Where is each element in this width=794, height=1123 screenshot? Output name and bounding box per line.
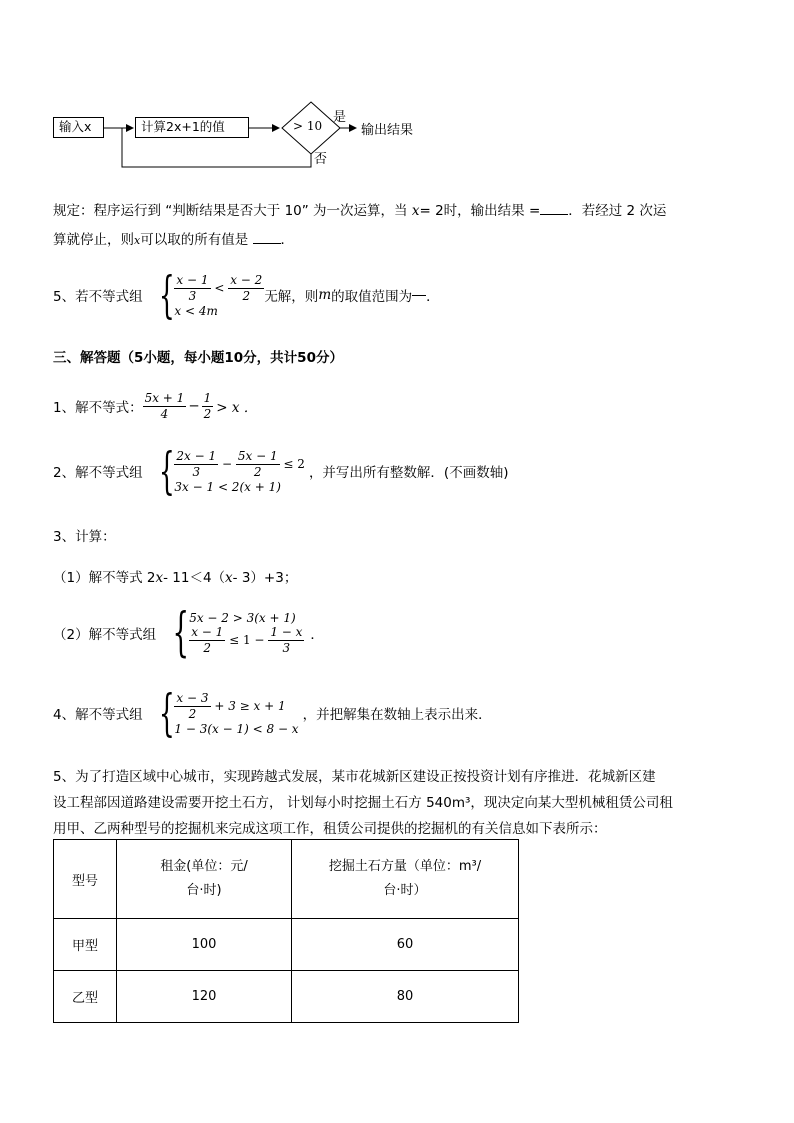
table-row — [54, 919, 519, 971]
q4-text-a: 规定：程序运行到 “判断结果是否大于 10” 为一次运算，当 — [53, 203, 408, 219]
p2-row2: 3x − 1 < 2(x + 1) — [174, 479, 281, 494]
table-cell: 乙型 — [54, 971, 117, 1023]
q4-eq: = 2时，输出结果 = — [419, 203, 541, 219]
q5-system — [174, 273, 264, 318]
p3-sub1-e: - 3）+3； — [232, 570, 298, 586]
table-header-cell: 型号 — [54, 840, 117, 919]
q4-end: ． — [280, 232, 295, 248]
p2-minus: − — [221, 456, 233, 471]
p5-line3: 用甲、乙两种型号的挖掘机来完成这项工作，租赁公司提供的挖掘机的有关信息如下表所示： — [53, 821, 607, 837]
q5-tail-a: 无解，则 — [264, 289, 319, 305]
q5-var-m: m — [318, 287, 332, 303]
table-header-cell: 挖掘土石方量（单位：m³/ 台·时） — [292, 840, 519, 919]
p1-frac-1: $\frac{5x + 1}{4}$ — [144, 390, 185, 421]
table-cell: 120 — [117, 971, 292, 1023]
p2-tail: ，并写出所有整数解．(不画数轴) — [308, 465, 509, 481]
input-label: 输入x — [59, 119, 92, 134]
table-cell: 60 — [292, 919, 519, 971]
q4-var-x-2: x — [134, 234, 141, 247]
q5-lt: < — [214, 280, 225, 295]
table-header-row — [54, 840, 519, 919]
p4-brace: { — [158, 684, 175, 742]
q5-blank[interactable] — [412, 295, 426, 296]
table-cell: 甲型 — [54, 919, 117, 971]
table-cell: 80 — [292, 971, 519, 1023]
p4-system — [174, 691, 298, 736]
p4-label: 4、解不等式组 — [53, 707, 143, 723]
p3-sub1-x2: x — [225, 570, 233, 586]
flowchart-connectors — [0, 0, 794, 180]
p1-label: 1、解不等式： — [53, 400, 143, 416]
q4-blank-1[interactable] — [540, 214, 568, 215]
p3-system — [189, 611, 304, 656]
p3-sub1-x: x — [155, 570, 164, 586]
table-cell: 100 — [117, 919, 292, 971]
q4-text-c: 算就停止，则 — [53, 232, 134, 248]
output-label: 输出结果 — [361, 123, 414, 138]
q4-var-x: x — [411, 203, 420, 219]
compute-label: 计算2x+1的值 — [141, 119, 225, 134]
p4-row2: 1 − 3(x − 1) < 8 − x — [174, 721, 299, 736]
q5-frac-1: $\frac{x - 1}{3}$ — [176, 272, 209, 303]
p2-le: ≤ 2 — [283, 456, 305, 471]
p2-label: 2、解不等式组 — [53, 465, 143, 481]
q4-line2 — [53, 228, 294, 248]
p1 — [53, 386, 257, 426]
p3-frac-1: $\frac{x - 1}{2}$ — [191, 624, 224, 655]
p2-brace: { — [158, 442, 175, 500]
p3-brace: { — [172, 603, 190, 663]
p5-text — [53, 764, 673, 842]
compute-box — [135, 117, 249, 138]
no-label: 否 — [314, 152, 328, 167]
p2 — [53, 442, 508, 500]
p3-label: 3、计算： — [53, 529, 116, 545]
p1-minus: − — [188, 398, 200, 414]
p2-frac-1: $\frac{2x - 1}{3}$ — [176, 448, 217, 479]
table-header-cell: 租金(单位：元/ 台·时) — [117, 840, 292, 919]
q5-row2: x < 4m — [174, 303, 218, 318]
condition-label: > 10 — [293, 119, 323, 133]
p3-sub1-c: - 11＜4（ — [163, 570, 226, 586]
q5-tail-b: 的取值范围为 — [331, 289, 413, 305]
q5-frac-2: $\frac{x - 2}{2}$ — [230, 272, 263, 303]
p4-tail: ，并把解集在数轴上表示出来． — [302, 707, 492, 723]
p3-sub2 — [53, 603, 324, 663]
yes-label: 是 — [333, 110, 347, 125]
q4-blank-2[interactable] — [253, 243, 281, 244]
p3-sub2-end: ． — [310, 627, 324, 643]
p3-frac-2: $\frac{1 - x}{3}$ — [270, 624, 303, 655]
p2-frac-2: $\frac{5x - 1}{2}$ — [237, 448, 278, 479]
p5-line1: 5、为了打造区域中心城市，实现跨越式发展，某市花城新区建设正按投资计划有序推进．花城新区建 — [53, 769, 656, 785]
table-row — [54, 971, 519, 1023]
p1-frac-2: $\frac{1}{2}$ — [203, 390, 212, 421]
q4-text-d: 可以取的所有值是 — [140, 232, 249, 248]
q5-brace: { — [158, 266, 175, 324]
p1-tail: > x ． — [216, 400, 258, 416]
p4-row1-tail: + 3 ≥ x + 1 — [214, 698, 286, 713]
p5-line2: 设工程部因道路建设需要开挖土石方， 计划每小时挖掘土石方 540m³，现决定向某大型机械租赁公司租 — [53, 795, 673, 811]
p4-frac-1: $\frac{x - 3}{2}$ — [176, 690, 209, 721]
p3-sub2-mid: ≤ 1 − — [229, 632, 265, 647]
p3-sub2-label: （2）解不等式组 — [53, 627, 157, 643]
section3-heading: 三、解答题（5小题，每小题10分，共计50分） — [53, 350, 343, 366]
p2-system — [174, 449, 305, 494]
q5-label: 5、若不等式组 — [53, 289, 143, 305]
p3-sub1-a: （1）解不等式 2 — [53, 570, 156, 586]
q4-text-b: ．若经过 2 次运 — [568, 203, 667, 219]
q5-end: ． — [426, 289, 440, 305]
p3-sub1 — [53, 566, 297, 586]
input-box — [53, 117, 104, 138]
excavator-table — [53, 839, 519, 1023]
q5 — [53, 266, 440, 324]
p3-sub2-row1: 5x − 2 > 3(x + 1) — [189, 610, 296, 625]
q4-line1 — [53, 199, 666, 219]
p4 — [53, 684, 492, 742]
